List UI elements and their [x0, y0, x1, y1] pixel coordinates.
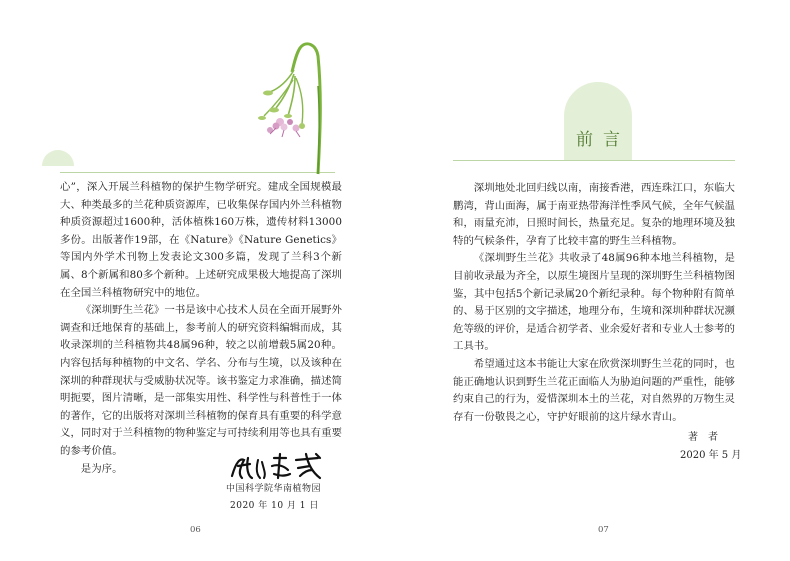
signature-institution: 中国科学院华南植物园 — [226, 484, 322, 494]
page-title: 前言 — [576, 130, 630, 150]
left-paragraph-2: 《深圳野生兰花》一书是该中心技术人员在全面开展野外调查和迁地保育的基础上，参考前人的研究资料编辑而成，其收录深圳的兰科植物共48属96种，较之以前增载5属20种。内容包括每种植物的中文名、学名、分布与生境，以及该种在深圳的种群现状与受威胁状况等。该书鉴定力求准确，描述简明扼要，图片清晰，是一部集实用性、科学性与科普性于一体的著作，它的出版将对深圳兰科植物的保育具有重要的科学意义，同时对于兰科植物的物种鉴定与可持续利用等也具有重要的参考价值。 — [60, 304, 342, 457]
orchid-illustration — [240, 36, 340, 176]
left-paragraph-1: 心”，深入开展兰科植物的保护生物学研究。建成全国规模最大、种类最多的兰花种质资源库，已收集保存国内外兰科植物种质资源超过1600种，活体植株160万株，遗传材料13000多份。出版著作19部，在《Nature》《Nature Genetics》等国内外学术刊物上发表论文300多篇，发现了兰科3个新属、8个新属和80多个新种。上述研究成果极大地提高了深圳在全国兰科植物研究中的地位。 — [60, 181, 342, 299]
right-body-text — [453, 180, 735, 426]
page-number-right: 07 — [598, 525, 609, 535]
signature-date: 2020 年 10 月 1 日 — [230, 501, 319, 511]
right-paragraph-2: 《深圳野生兰花》共收录了48属96种本地兰科植物，是目前收录最为齐全，以原生境图片呈现的深圳野生兰科植物图鉴，其中包括5个新记录属20个新纪录种。每个物种附有简单的、易于区别的文字描述，地理分布，生境和深圳种群状况濒危等级的评价，是适合初学者、业余爱好者和专业人士参考的工具书。 — [453, 252, 735, 353]
right-paragraph-3: 希望通过这本书能让大家在欣赏深圳野生兰花的同时，也能正确地认识到野生兰花正面临人为胁迫问题的严重性，能够约束自己的行为，爱惜深圳本土的兰花，对自然界的万物生灵存有一份敬畏之心，守护好眼前的这片绿水青山。 — [453, 357, 735, 423]
page-number-left: 06 — [190, 525, 201, 535]
author-date: 2020 年 5 月 — [680, 450, 742, 461]
left-paragraph-3: 是为序。 — [80, 462, 123, 475]
right-divider — [453, 160, 735, 161]
author-label: 著者 — [688, 432, 728, 443]
left-body-text — [60, 179, 342, 478]
right-paragraph-1: 深圳地处北回归线以南，南接香港，西连珠江口，东临大鹏湾，背山面海，属于南亚热带海洋性季风气候，全年气候温和，雨量充沛，日照时间长，热量充足。复杂的地理环境及独特的气候条件，孕育了比较丰富的野生兰科植物。 — [453, 182, 735, 247]
